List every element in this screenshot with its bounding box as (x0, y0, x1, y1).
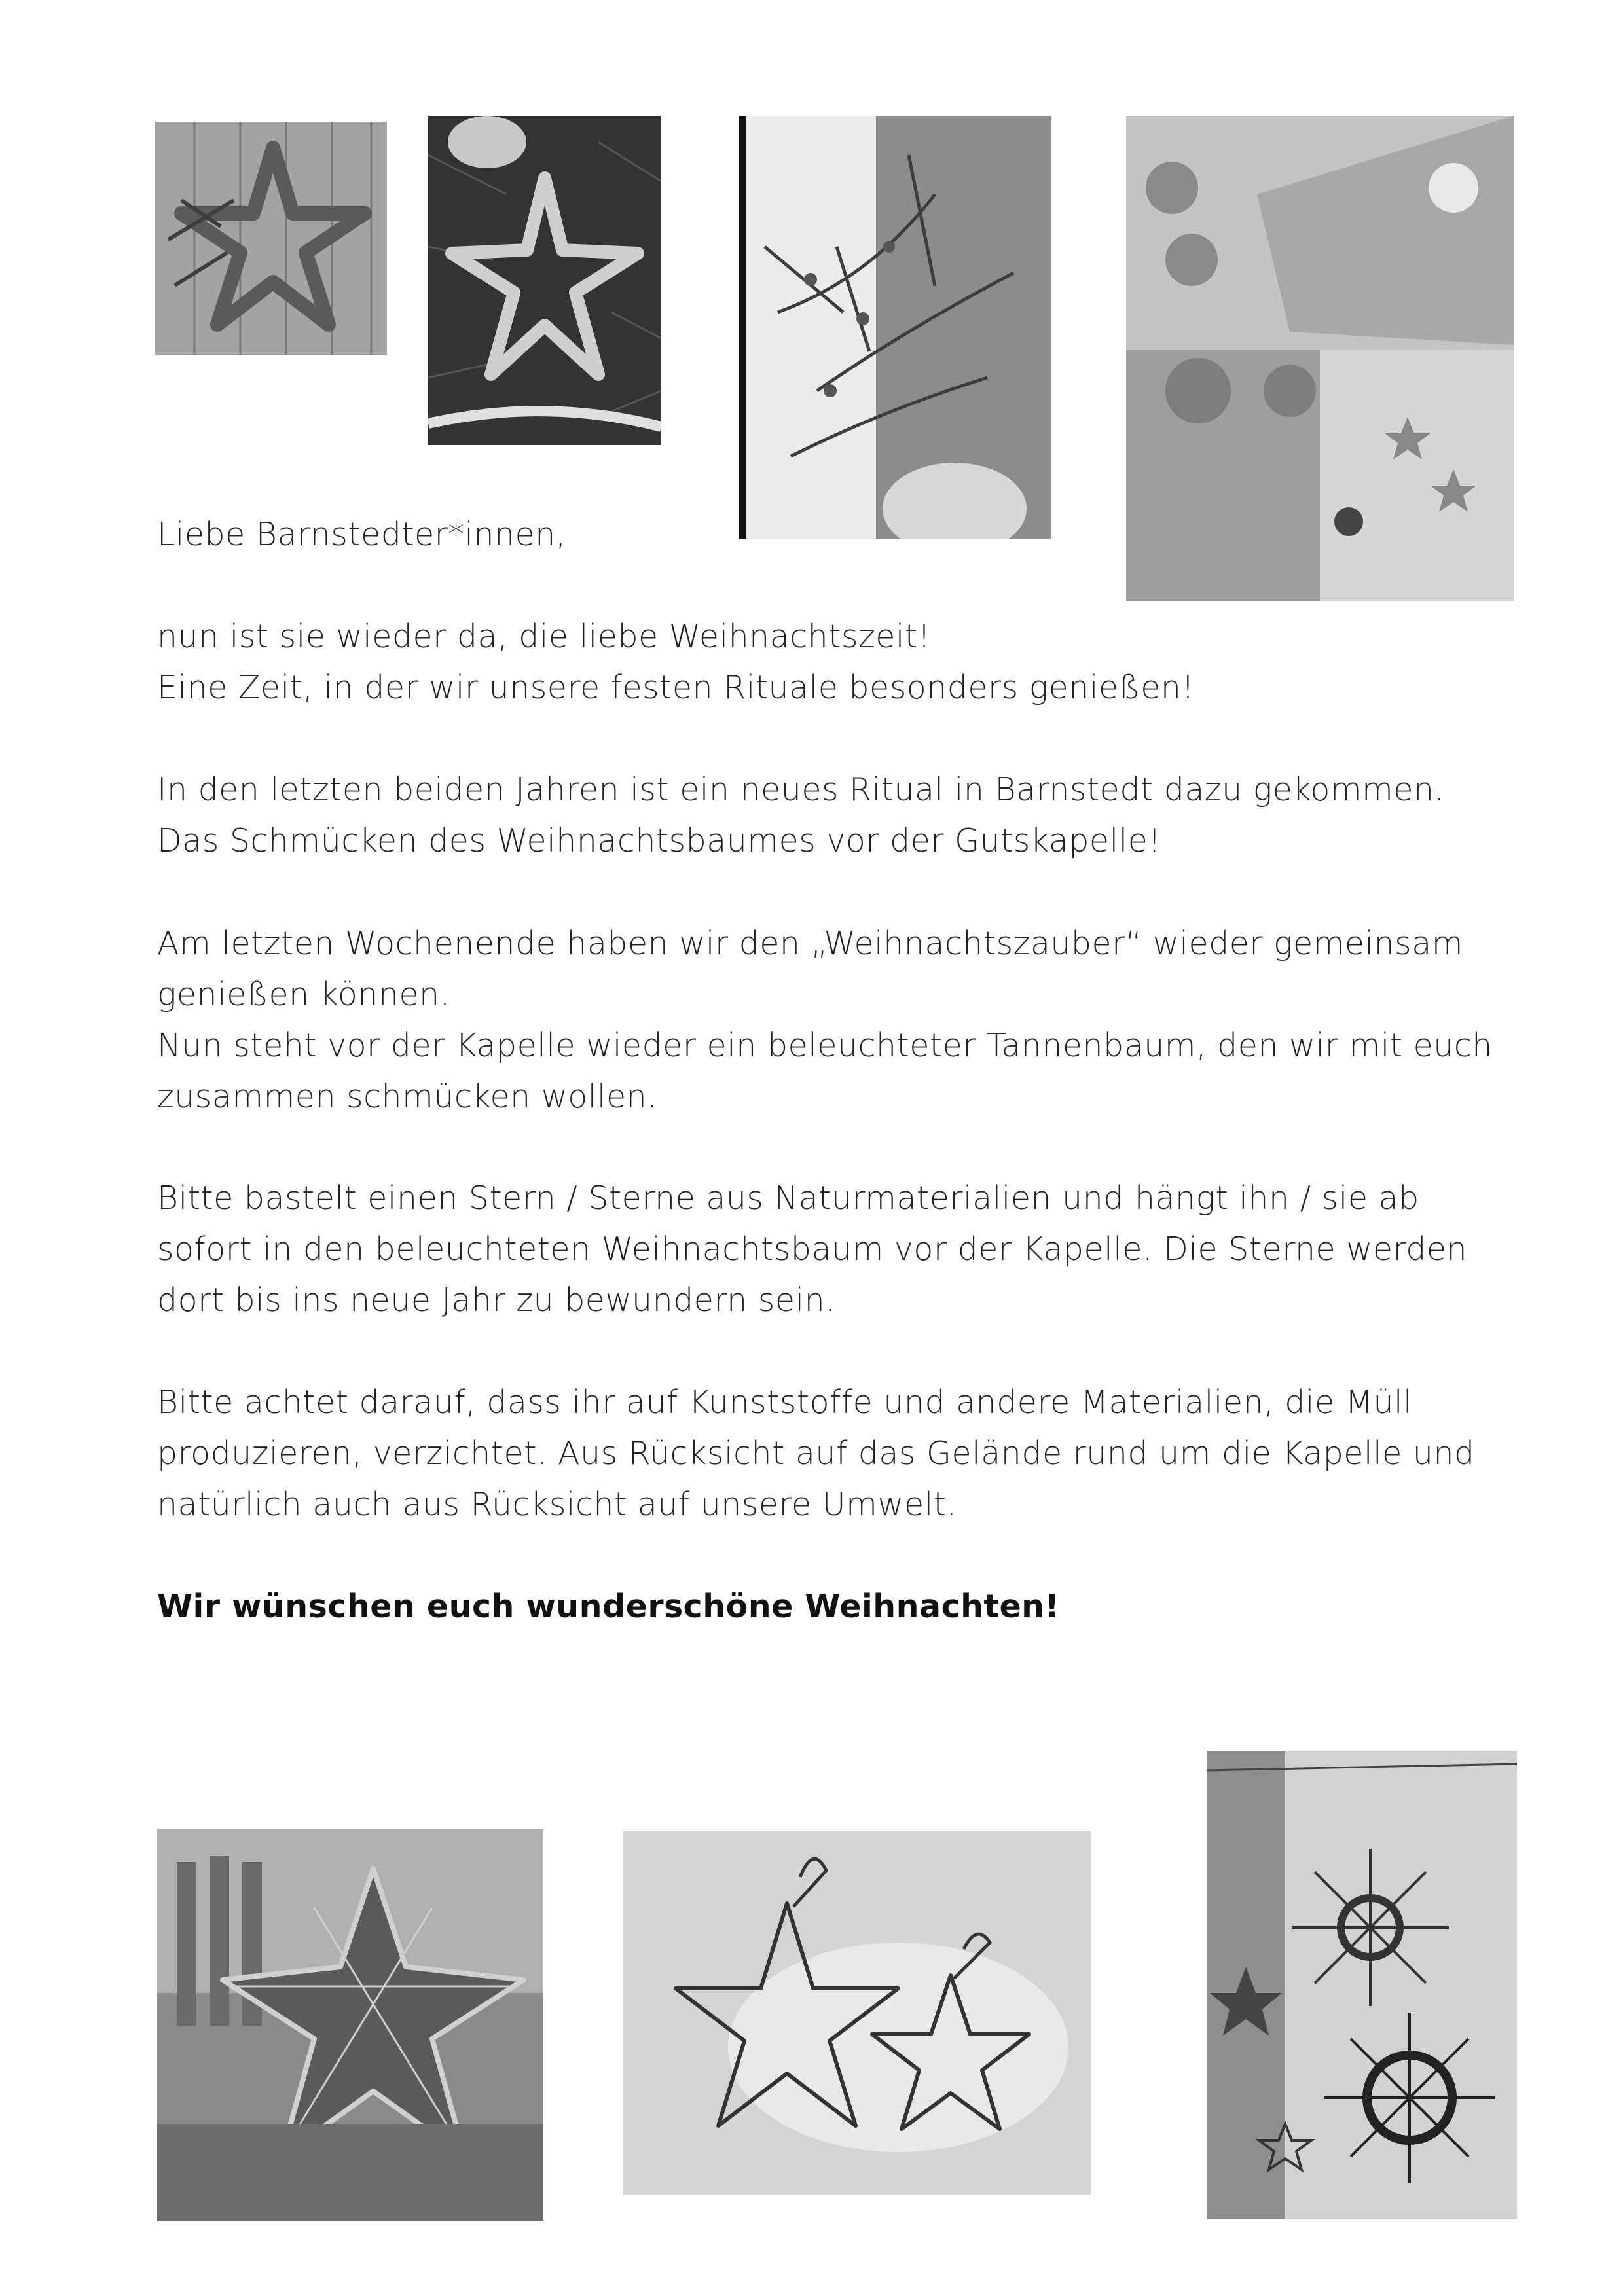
text-line: produzieren, verzichtet. Aus Rücksicht auf das Gelände rund um die Kapelle und (157, 1435, 1475, 1472)
text-line: genießen können. (157, 976, 450, 1013)
text-line: sofort in den beleuchteten Weihnachtsbaum vor der Kapelle. Die Sterne werden (157, 1230, 1468, 1268)
text-line: Bitte achtet darauf, dass ihr auf Kunststoffe und andere Materialien, die Müll (157, 1384, 1413, 1421)
text-line: zusammen schmücken wollen. (157, 1078, 658, 1115)
photo-twig-star (428, 116, 661, 445)
twig-star-image (428, 116, 661, 445)
photo-nut-star (155, 122, 387, 355)
text-line: nun ist sie wieder da, die liebe Weihnachtszeit! (157, 618, 931, 655)
photo-branches (739, 116, 1051, 539)
closing (157, 1581, 1388, 1632)
nut-star-image (155, 122, 387, 355)
text-line: natürlich auch aus Rücksicht auf unsere Umwelt. (157, 1486, 957, 1523)
text-line: Das Schmücken des Weihnachtsbaumes vor der Gutskapelle! (157, 822, 1161, 859)
text-line: Bitte bastelt einen Stern / Sterne aus Naturmaterialien und hängt ihn / sie ab (157, 1179, 1419, 1217)
text-line: dort bis ins neue Jahr zu bewundern sein. (157, 1282, 836, 1319)
text-line: Eine Zeit, in der wir unsere festen Rituale besonders genießen! (157, 669, 1195, 706)
closing-line: Wir wünschen euch wunderschöne Weihnachten! (157, 1588, 1060, 1625)
woven-stars-image (1207, 1751, 1517, 2219)
wire-stars-image (623, 1831, 1091, 2195)
paragraph-4 (157, 1173, 1468, 1326)
photo-woven-stars (1207, 1751, 1517, 2219)
photo-wire-stars (623, 1831, 1091, 2195)
letter-body (157, 509, 1388, 560)
paragraph-5 (157, 1377, 1475, 1530)
paragraph-3 (157, 918, 1493, 1122)
paragraph-1 (157, 611, 1388, 713)
greeting: Liebe Barnstedter*innen, (157, 516, 566, 553)
photo-garden-star (157, 1829, 543, 2221)
text-line: Nun steht vor der Kapelle wieder ein beleuchteter Tannenbaum, den wir mit euch (157, 1027, 1493, 1064)
paragraph-2 (157, 764, 1445, 867)
branches-image (739, 116, 1051, 539)
text-line: Am letzten Wochenende haben wir den „Weihnachtszauber“ wieder gemeinsam (157, 925, 1463, 962)
text-line: In den letzten beiden Jahren ist ein neues Ritual in Barnstedt dazu gekommen. (157, 771, 1445, 808)
garden-star-image (157, 1829, 543, 2221)
